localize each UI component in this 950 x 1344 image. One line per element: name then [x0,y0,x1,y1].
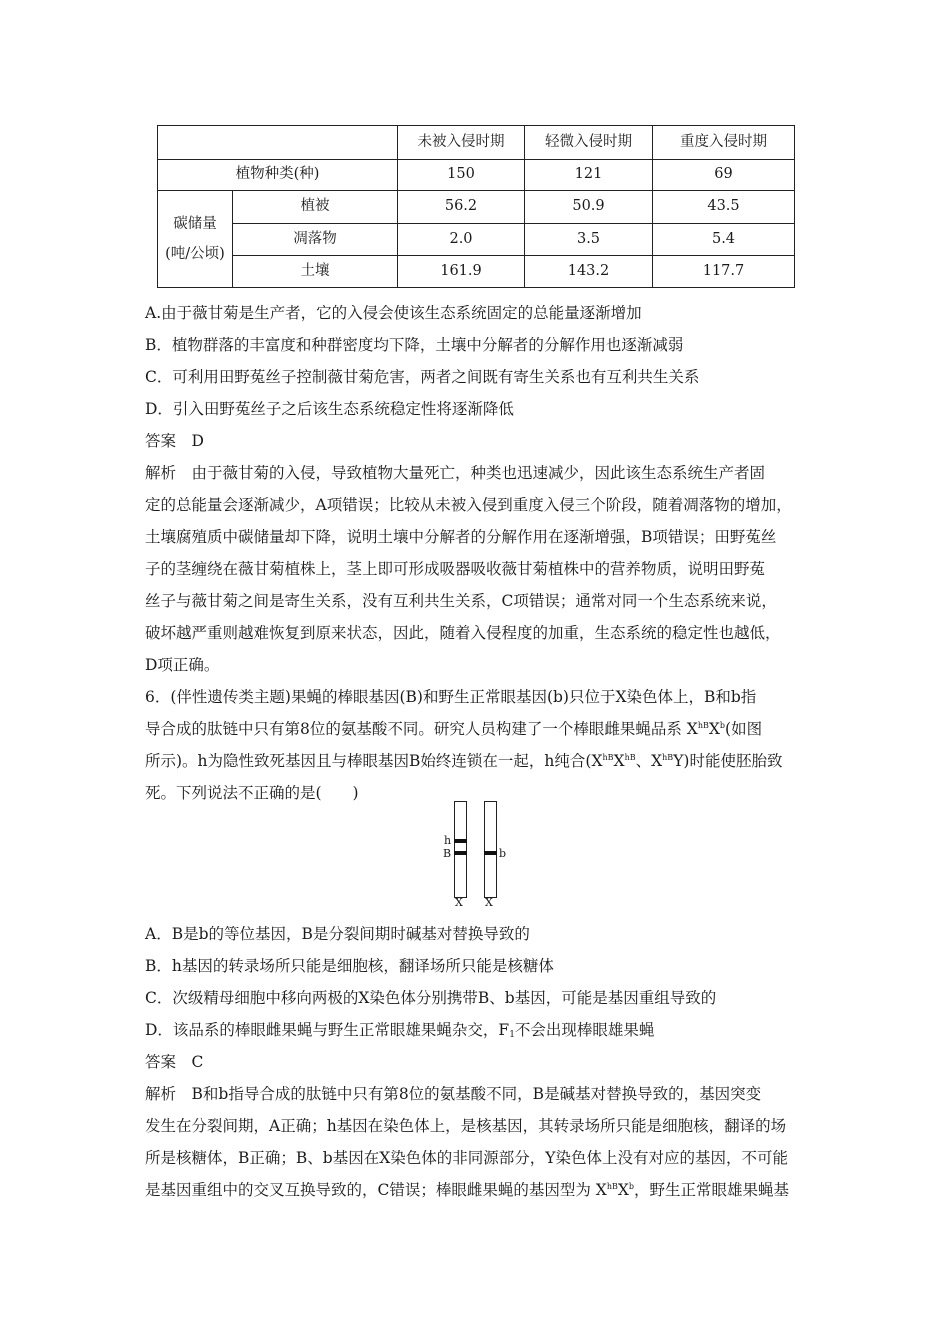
gene-band-B [454,851,467,855]
q6-option-a: A．B是b的等位基因，B是分裂间期时碱基对替换导致的 [145,925,530,943]
table-cell: 161.9 [398,256,525,288]
table-cell: 143.2 [525,256,653,288]
q5-answer: 答案 D [145,432,204,450]
table-cell: 69 [653,160,795,191]
table-sub-label-litter: 凋落物 [233,224,398,256]
chromosome-left [454,801,467,898]
q6-option-d: D．该品系的棒眼雌果蝇与野生正常眼雄果蝇杂交，$F_1$不会出现棒眼雄果蝇 [145,1021,655,1040]
q6-stem-line: 导合成的肽链中只有第8位的氨基酸不同。研究人员构建了一个棒眼雌果蝇品系 $X^{hB}X^b$(如图 [145,720,763,738]
table-cell: 5.4 [653,224,795,256]
table-cell: 50.9 [525,191,653,224]
gene-label-h: h [444,834,452,847]
q6-stem-line: 所示)。h为隐性致死基因且与棒眼基因B始终连锁在一起，h纯合($X^{hB}X^{hB}$、$X^{hB}Y$)时能使胚胎致 [145,752,783,770]
q5-option-d: D．引入田野菟丝子之后该生态系统稳定性将逐渐降低 [145,400,514,418]
q5-analysis-line: 丝子与薇甘菊之间是寄生关系，没有互利共生关系，C项错误；通常对同一个生态系统来说， [145,592,777,610]
gene-label-b: b [499,847,507,860]
table-header-period-none: 未被入侵时期 [398,126,525,160]
table-cell: 2.0 [398,224,525,256]
table-cell: 121 [525,160,653,191]
gene-label-B: B [443,847,452,860]
table-sub-label-soil: 土壤 [233,256,398,288]
q6-answer: 答案 C [145,1053,204,1071]
q5-analysis-line: 土壤腐殖质中碳储量却下降，说明土壤中分解者的分解作用在逐渐增强，B项错误；田野菟丝 [145,528,777,546]
q6-stem-line: 死。下列说法不正确的是( ) [145,784,359,802]
table-header-blank [158,126,398,160]
table-row-label-carbon: 碳储量(吨/公顷) [158,191,233,288]
chromosome-label-x1: X [455,896,463,909]
table-cell: 3.5 [525,224,653,256]
q6-analysis-line: 所是核糖体，B正确；B、b基因在X染色体的非同源部分，Y染色体上没有对应的基因，不可能 [145,1149,788,1167]
q6-analysis-line: 解析 B和b指导合成的肽链中只有第8位的氨基酸不同，B是碱基对替换导致的，基因突变 [145,1085,762,1103]
carbon-storage-table [157,125,795,288]
q5-analysis-line: D项正确。 [145,656,220,674]
q5-analysis-line: 定的总能量会逐渐减少，A项错误；比较从未被入侵到重度入侵三个阶段，随着凋落物的增加， [145,496,792,514]
q5-analysis-line: 破坏越严重则越难恢复到原来状态，因此，随着入侵程度的加重，生态系统的稳定性也越低， [145,624,781,642]
table-cell: 150 [398,160,525,191]
chromosome-label-x2: X [485,896,493,909]
gene-band-b [484,851,497,855]
q5-option-b: B．植物群落的丰富度和种群密度均下降，土壤中分解者的分解作用也逐渐减弱 [145,336,684,354]
table-cell: 56.2 [398,191,525,224]
q5-option-a: A.由于薇甘菊是生产者，它的入侵会使该生态系统固定的总能量逐渐增加 [145,304,642,322]
table-sub-label-vegetation: 植被 [233,191,398,224]
q6-stem-line: 6．(伴性遗传类主题)果蝇的棒眼基因(B)和野生正常眼基因(b)只位于X染色体上，B和b指 [145,688,757,706]
q5-analysis-line: 解析 由于薇甘菊的入侵，导致植物大量死亡，种类也迅速减少，因此该生态系统生产者固 [145,464,766,482]
q6-analysis-line: 发生在分裂间期，A正确；h基因在染色体上，是核基因，其转录场所只能是细胞核，翻译的场 [145,1117,787,1135]
q6-option-b: B．h基因的转录场所只能是细胞核，翻译场所只能是核糖体 [145,957,554,975]
q5-analysis-line: 子的茎缠绕在薇甘菊植株上，茎上即可形成吸器吸收薇甘菊植株中的营养物质，说明田野菟 [145,560,766,578]
table-header-period-heavy: 重度入侵时期 [653,126,795,160]
gene-band-h [454,839,467,843]
table-cell: 117.7 [653,256,795,288]
table-row-label-species: 植物种类(种) [158,160,398,191]
q6-analysis-line: 是基因重组中的交叉互换导致的，C错误；棒眼雌果蝇的基因型为 $X^{hB}X^b$，野生正常眼雄果蝇基 [145,1181,790,1199]
q6-option-c: C．次级精母细胞中移向两极的X染色体分别携带B、b基因，可能是基因重组导致的 [145,989,717,1007]
chromosome-right [484,801,497,898]
q5-option-c: C．可利用田野菟丝子控制薇甘菊危害，两者之间既有寄生关系也有互利共生关系 [145,368,700,386]
table-header-period-light: 轻微入侵时期 [525,126,653,160]
table-cell: 43.5 [653,191,795,224]
chromosome-diagram [440,799,520,911]
